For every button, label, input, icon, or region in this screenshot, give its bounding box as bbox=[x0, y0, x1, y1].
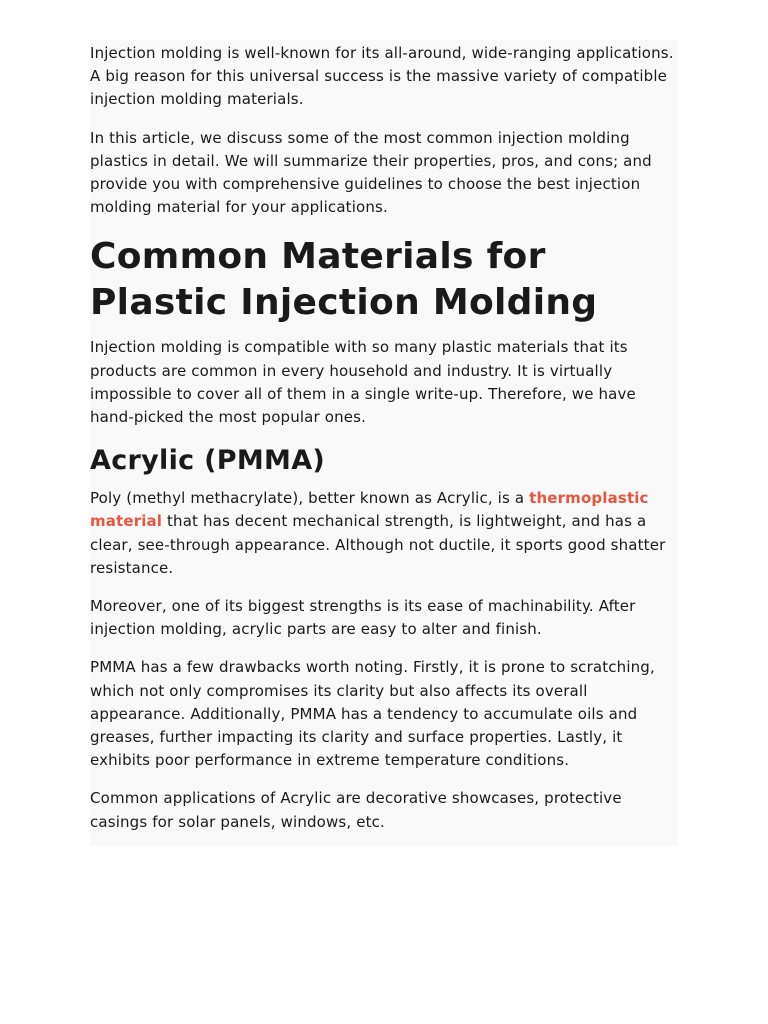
heading-main: Common Materials for Plastic Injection Molding bbox=[90, 236, 598, 324]
thermoplastic-material-link[interactable]: thermoplastic material bbox=[90, 489, 649, 531]
intro-paragraph-1: Injection molding is well-known for its all-around, wide-ranging applications. A big reason for this universal success is the massive variety of compatible injection molding materials. bbox=[90, 44, 674, 109]
heading-acrylic: Acrylic (PMMA) bbox=[90, 445, 326, 477]
acrylic-p1-text-after: that has decent mechanical strength, is lightweight, and has a clear, see-through appearance. Although not ductile, it sports good shatter resistance. bbox=[90, 512, 666, 577]
acrylic-paragraph-1 bbox=[90, 487, 678, 580]
acrylic-paragraph-2: Moreover, one of its biggest strengths is its ease of machinability. After injection molding, acrylic parts are easy to alter and finish. bbox=[90, 597, 636, 639]
acrylic-p1-text-before: Poly (methyl methacrylate), better known as Acrylic, is a bbox=[90, 489, 530, 508]
intro-paragraph-2: In this article, we discuss some of the most common injection molding plastics in detail. We will summarize their properties, pros, and cons; and provide you with comprehensive guidelines to choose the best injection molding material for your applications. bbox=[90, 128, 652, 217]
article-panel bbox=[90, 40, 678, 846]
materials-intro-paragraph: Injection molding is compatible with so many plastic materials that its products are common in every household and industry. It is virtually impossible to cover all of them in a single write-up. Therefore, we have hand-picked the most popular ones. bbox=[90, 338, 636, 427]
acrylic-paragraph-3: PMMA has a few drawbacks worth noting. Firstly, it is prone to scratching, which not only compromises its clarity but also affects its overall appearance. Additionally, PMMA has a tendency to accumulate oils and greases, further impacting its clarity and surface properties. Lastly, it exhibits poor performance in extreme temperature conditions. bbox=[90, 658, 655, 770]
acrylic-paragraph-4: Common applications of Acrylic are decorative showcases, protective casings for solar panels, windows, etc. bbox=[90, 789, 622, 831]
article-content bbox=[90, 40, 678, 834]
